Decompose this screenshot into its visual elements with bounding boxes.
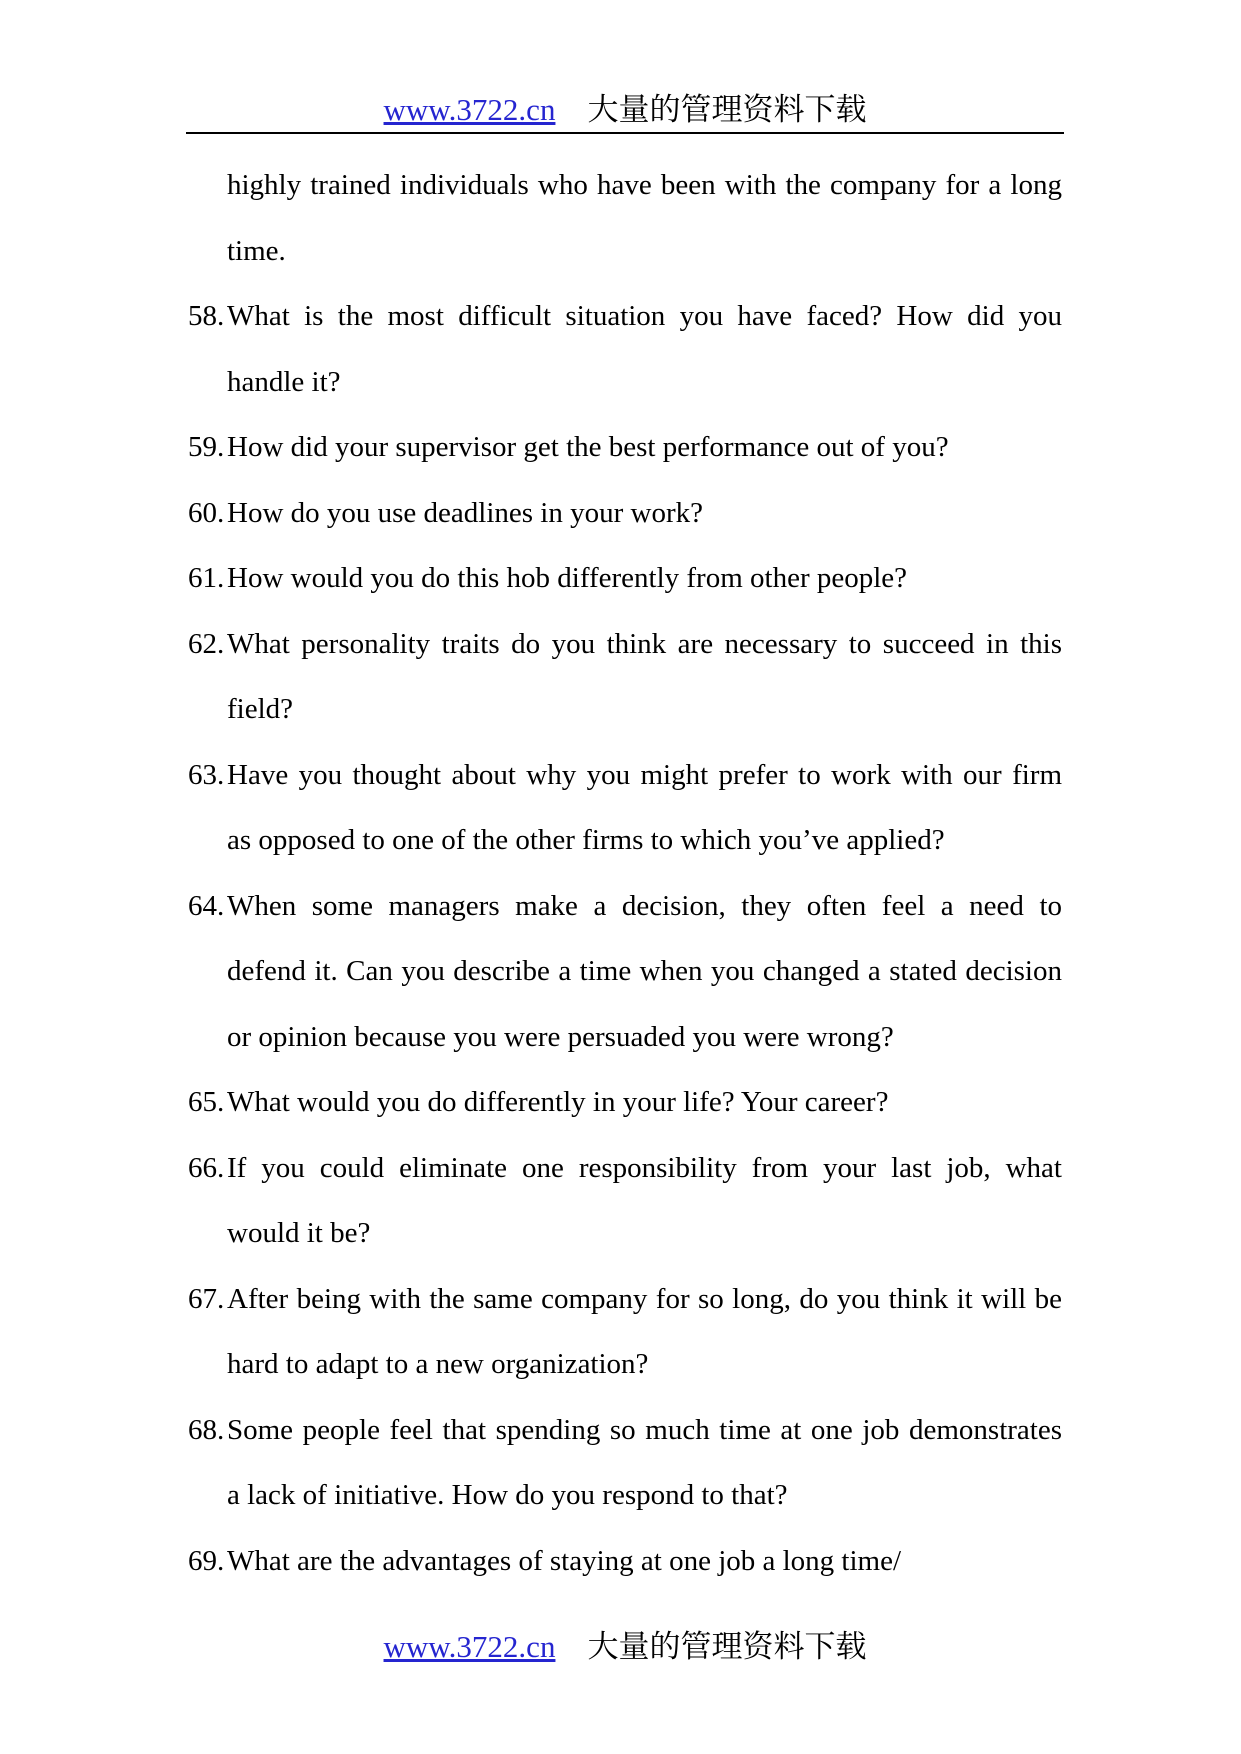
text-line — [188, 1070, 1062, 1136]
line-text: or opinion because you were persuaded you were wrong? — [227, 1020, 894, 1053]
question-number: 59. — [188, 431, 225, 463]
line-text: a lack of initiative. How do you respond to that? — [227, 1479, 788, 1511]
line-text: handle it? — [227, 365, 341, 398]
question-number: 58. — [188, 300, 225, 332]
question-67 — [188, 1267, 1062, 1398]
text-line — [188, 415, 1062, 481]
question-59 — [188, 415, 1062, 481]
question-number: 68. — [188, 1413, 225, 1446]
line-text: How do you use deadlines in your work? — [227, 496, 703, 529]
question-58 — [188, 284, 1062, 415]
text-line — [188, 481, 1062, 547]
line-text: If you could eliminate one responsibility from your last job, what — [227, 1151, 1062, 1184]
question-number: 61. — [188, 562, 225, 594]
line-text: highly trained individuals who have been with the company for a long — [227, 169, 1062, 201]
question-number: 63. — [188, 758, 225, 791]
text-line — [188, 1463, 1062, 1529]
question-66 — [188, 1136, 1062, 1267]
text-line — [188, 219, 1062, 285]
text-line — [188, 743, 1062, 809]
line-text: How did your supervisor get the best performance out of you? — [227, 431, 949, 463]
line-text: What would you do differently in your life? Your career? — [227, 1086, 889, 1118]
line-text: hard to adapt to a new organization? — [227, 1348, 649, 1380]
footer-site-link[interactable]: www.3722.cn — [383, 1629, 556, 1664]
question-number: 60. — [188, 496, 225, 529]
line-text: as opposed to one of the other firms to which you’ve applied? — [227, 824, 945, 856]
line-text: field? — [227, 693, 294, 725]
line-text: What are the advantages of staying at one job a long time/ — [227, 1544, 902, 1577]
text-line — [188, 153, 1062, 219]
line-text: What personality traits do you think are necessary to succeed in this — [227, 627, 1062, 660]
question-64 — [188, 874, 1062, 1071]
header-divider — [186, 132, 1064, 134]
text-line — [188, 1529, 1062, 1595]
text-line — [188, 808, 1062, 874]
line-text: defend it. Can you describe a time when you changed a stated decision — [227, 955, 1062, 987]
text-line — [188, 1398, 1062, 1464]
text-line — [188, 874, 1062, 940]
continued-paragraph — [188, 153, 1062, 284]
line-text: After being with the same company for so long, do you think it will be — [227, 1282, 1062, 1315]
page-footer — [186, 1629, 1064, 1665]
question-list — [188, 153, 1062, 1594]
line-text: Have you thought about why you might prefer to work with our firm — [227, 758, 1062, 791]
question-65 — [188, 1070, 1062, 1136]
line-text: When some managers make a decision, they often feel a need to — [227, 889, 1062, 922]
line-text: time. — [227, 234, 286, 267]
text-line — [188, 1332, 1062, 1398]
text-line — [188, 546, 1062, 612]
line-text: would it be? — [227, 1217, 371, 1249]
page-header — [186, 92, 1064, 128]
text-line — [188, 284, 1062, 350]
question-62 — [188, 612, 1062, 743]
text-line — [188, 1136, 1062, 1202]
question-69 — [188, 1529, 1062, 1595]
question-61 — [188, 546, 1062, 612]
question-number: 65. — [188, 1086, 225, 1118]
footer-tagline: 大量的管理资料下载 — [587, 1629, 867, 1664]
question-63 — [188, 743, 1062, 874]
header-site-link[interactable]: www.3722.cn — [383, 92, 556, 127]
question-number: 66. — [188, 1151, 225, 1184]
text-line — [188, 1201, 1062, 1267]
question-68 — [188, 1398, 1062, 1529]
header-tagline: 大量的管理资料下载 — [587, 92, 867, 127]
question-number: 62. — [188, 627, 225, 660]
question-number: 67. — [188, 1282, 225, 1315]
text-line — [188, 612, 1062, 678]
text-line — [188, 939, 1062, 1005]
question-60 — [188, 481, 1062, 547]
text-line — [188, 677, 1062, 743]
question-number: 69. — [188, 1544, 225, 1577]
text-line — [188, 1267, 1062, 1333]
text-line — [188, 1005, 1062, 1071]
line-text: What is the most difficult situation you have faced? How did you — [227, 300, 1062, 332]
line-text: Some people feel that spending so much time at one job demonstrates — [227, 1413, 1062, 1446]
text-line — [188, 350, 1062, 416]
line-text: How would you do this hob differently from other people? — [227, 562, 908, 594]
question-number: 64. — [188, 889, 225, 922]
